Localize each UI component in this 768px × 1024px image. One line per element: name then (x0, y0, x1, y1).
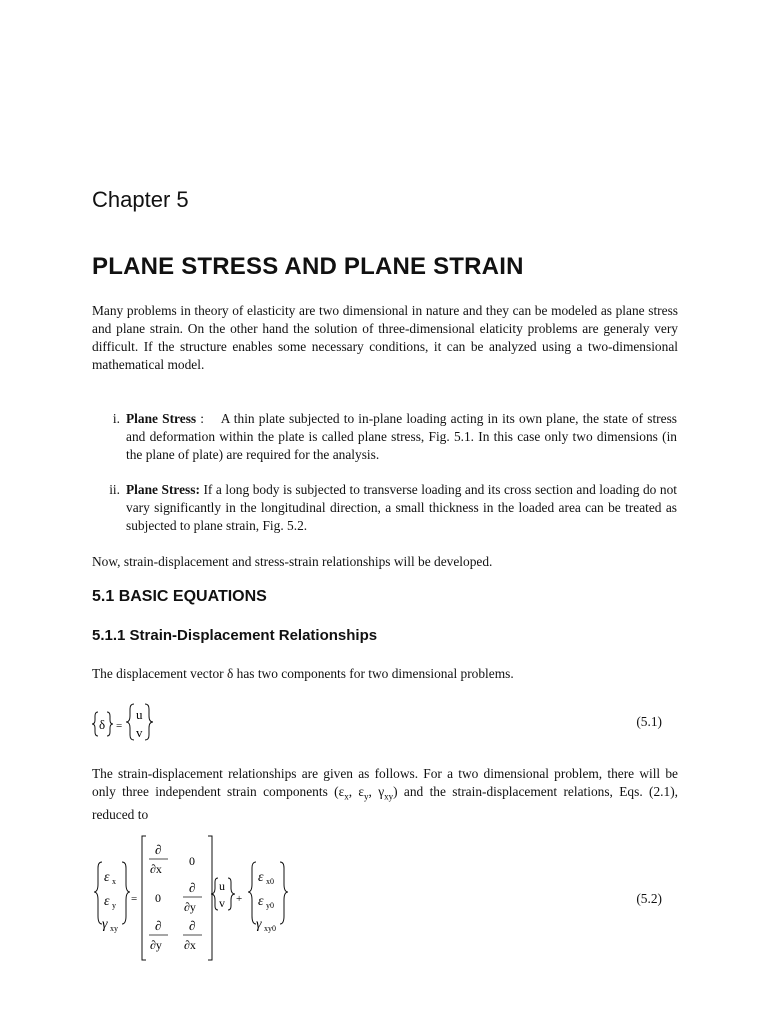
intro-paragraph: Many problems in theory of elasticity are two dimensional in nature and they can be modeled as plane stress and plane strain. On the other hand the solution of three-dimensional elaticity problems are generaly very difficult. If the structure enables some necessary conditions, it can be analyzed using a two-dimensional mathematical model. (92, 303, 678, 372)
list-item-number: i. (112, 411, 120, 426)
initial-sub-x0: x0 (266, 877, 274, 886)
transition-paragraph: Now, strain-displacement and stress-strain relationships will be developed. (92, 554, 493, 569)
page-title: PLANE STRESS AND PLANE STRAIN (92, 253, 524, 280)
list-item-separator: : (196, 411, 205, 426)
strain-epsilon-x: ε (104, 870, 110, 885)
initial-epsilon-x: ε (258, 870, 264, 885)
partial-dx: ∂x (184, 938, 196, 952)
vector-v: v (219, 896, 225, 910)
list-item-term: Plane Stress: (126, 482, 200, 497)
left-brace-icon (248, 862, 256, 924)
vector-u: u (136, 707, 143, 722)
section-heading: 5.1 BASIC EQUATIONS (92, 588, 267, 605)
epsilon-x: ε (338, 784, 345, 799)
matrix-right-bracket-icon (208, 836, 212, 960)
list-item-body (126, 410, 677, 464)
strain-text-1: The strain-displacement relationships are given as follows. For a two dimensional problem, there will be only three independent strain components ( (92, 766, 678, 799)
strain-sub-xy: xy (110, 924, 118, 933)
right-brace-icon (107, 712, 113, 736)
partial-symbol: ∂ (155, 842, 162, 857)
right-brace-icon (280, 862, 288, 924)
right-brace-icon (228, 878, 235, 910)
epsilon-x-sub: x (344, 791, 349, 802)
list-item-body (126, 481, 677, 535)
strain-paragraph (92, 765, 678, 824)
right-brace-icon (122, 862, 130, 924)
equation-number: (5.2) (636, 891, 662, 906)
subsection-heading: 5.1.1 Strain-Displacement Relationships (92, 627, 378, 644)
left-brace-icon (92, 712, 98, 736)
comma: , (368, 784, 379, 799)
partial-dy: ∂y (150, 938, 162, 952)
partial-symbol: ∂ (189, 918, 196, 933)
strain-gamma-xy: γ (102, 917, 108, 932)
right-brace-icon (145, 704, 153, 740)
equation-number: (5.1) (636, 714, 662, 729)
equation-5-1 (92, 702, 678, 746)
partial-dy: ∂y (184, 900, 196, 914)
left-brace-icon (126, 704, 134, 740)
equation-5-2 (92, 832, 678, 964)
strain-sub-y: y (112, 901, 116, 910)
list-item-text: A thin plate subjected to in-plane loading acting in its own plane, the state of stress and deformation within the plate is called plane stress, Fig. 5.1. In this case only two dimensions (in the plane of plate) are required for the analysis. (126, 411, 678, 462)
strain-epsilon-y: ε (104, 894, 110, 909)
gamma-xy: γ (378, 784, 385, 799)
equals-sign: = (116, 720, 123, 732)
plus-sign: + (236, 893, 243, 905)
list-item-term: Plane Stress (126, 411, 197, 426)
strain-text-2: ) and the strain-displacement relations, Eqs. (2.1), reduced to (92, 784, 678, 822)
equation-5-2-graphic (92, 832, 302, 964)
left-brace-icon (94, 862, 102, 924)
matrix-zero: 0 (155, 891, 161, 905)
epsilon-y: ε (358, 784, 365, 799)
vector-u: u (219, 879, 225, 893)
delta-symbol: δ (99, 717, 106, 732)
gamma-xy-sub: xy (384, 791, 394, 802)
matrix-left-bracket-icon (142, 836, 146, 960)
equation-5-1-graphic (92, 702, 172, 746)
partial-dx: ∂x (150, 862, 162, 876)
initial-sub-y0: y0 (266, 901, 274, 910)
partial-symbol: ∂ (155, 918, 162, 933)
initial-epsilon-y: ε (258, 894, 264, 909)
chapter-label: Chapter 5 (92, 187, 189, 212)
epsilon-y-sub: y (364, 791, 369, 802)
vector-v: v (136, 725, 143, 740)
comma: , (348, 784, 359, 799)
equals-sign: = (131, 893, 138, 905)
partial-symbol: ∂ (189, 880, 196, 895)
matrix-zero: 0 (189, 854, 195, 868)
strain-sub-x: x (112, 877, 116, 886)
list-item-number: ii. (109, 482, 120, 497)
initial-gamma-xy: γ (256, 917, 262, 932)
initial-sub-xy0: xy0 (264, 924, 276, 933)
list-item-text: If a long body is subjected to transverse loading and its cross section and loading do not vary significantly in the longitudinal direction, a small thickness in the loaded area can be treated as subjected to plane strain, Fig. 5.2. (126, 482, 677, 533)
displacement-paragraph: The displacement vector δ has two components for two dimensional problems. (92, 666, 514, 681)
